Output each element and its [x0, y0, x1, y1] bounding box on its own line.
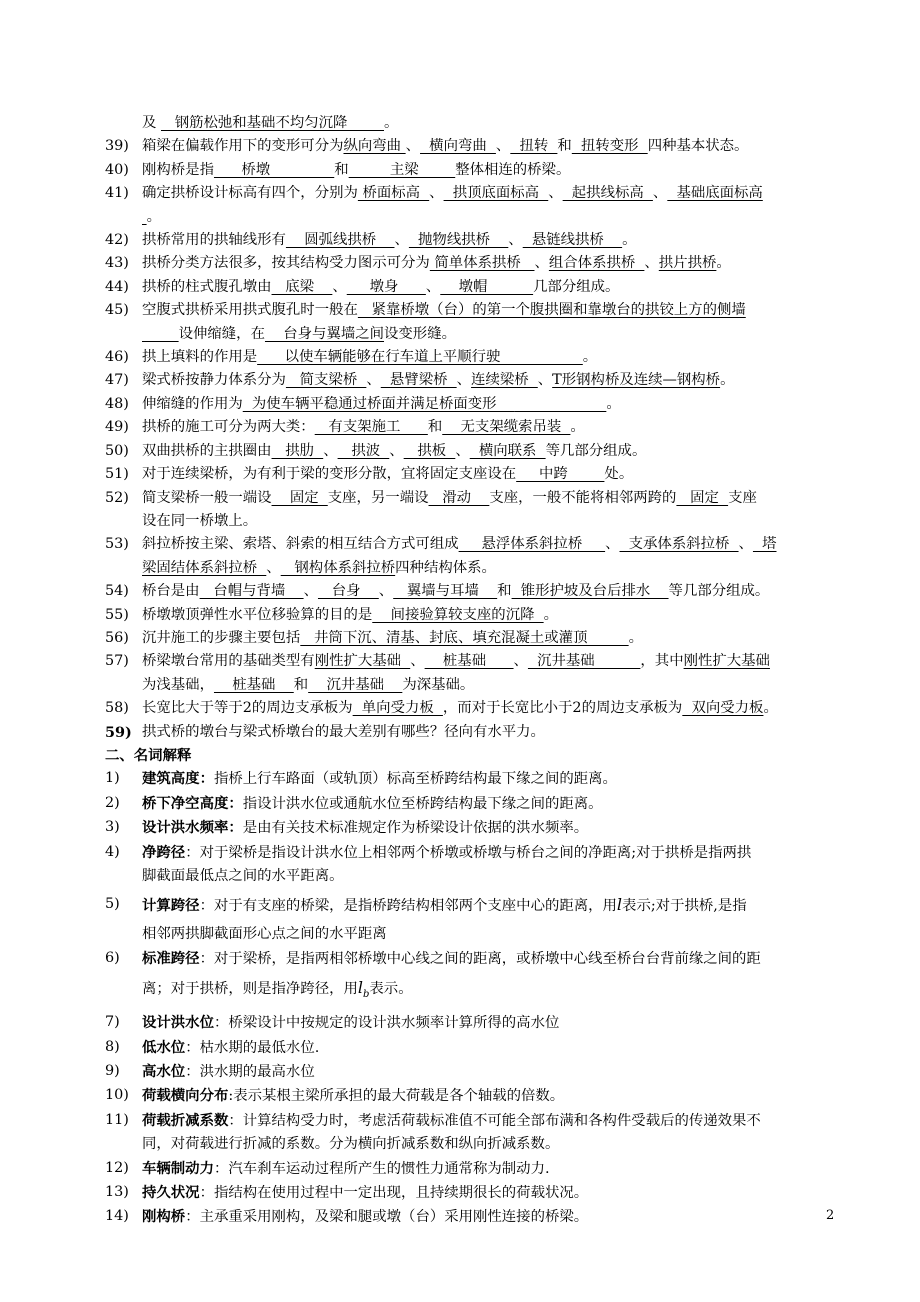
item-number: 47)	[105, 372, 129, 389]
fill-item-continuation	[105, 674, 845, 697]
answer-blank: 滑动	[428, 489, 490, 506]
definition-term: 桥下净空高度：	[142, 794, 243, 812]
question-text: 确定拱桥设计标高有四个，分别为	[142, 185, 358, 202]
definition-text: 指设计洪水位或通航水位至桥跨结构最下缘之间的距离。	[242, 795, 603, 812]
question-text: 。	[606, 395, 621, 412]
answer-blank: 台帽与背墙	[199, 583, 304, 600]
question-text: 等几部分组成。	[668, 583, 770, 600]
answer-blank: 井筒下沉、清基、封底、填充混凝土或灌顶	[300, 629, 629, 646]
definition-text: 同，对荷载进行折减的系数。分为横向折减系数和纵向折减系数。	[142, 1136, 560, 1153]
question-text: 、	[332, 278, 347, 295]
fill-item	[105, 159, 845, 182]
definition-term: 标准跨径	[142, 949, 200, 967]
item-number: 3)	[105, 819, 120, 836]
definition-text: 指桥上行车路面（或轨顶）标高至桥跨结构最下缘之间的距离。	[213, 771, 617, 788]
question-text: 、	[378, 583, 394, 600]
question-text: 梁式桥按静力体系分为	[142, 372, 286, 389]
fill-item	[105, 697, 845, 720]
fill-item-continuation	[105, 510, 845, 533]
answer-blank: 简单体系拱桥	[429, 255, 535, 272]
question-text: 设伸缩缝，在	[178, 325, 265, 342]
question-text: 。	[716, 255, 731, 272]
question-text: 。	[622, 232, 637, 249]
item-number: 4)	[105, 843, 120, 860]
question-text: 、	[456, 372, 472, 389]
item-number: 59)	[105, 723, 132, 741]
answer-blank: 拱顶底面标高	[443, 185, 549, 202]
fill-item	[105, 650, 845, 673]
question-text: 、	[495, 138, 511, 155]
question-text: 、	[605, 536, 620, 553]
answer-blank: 抛物线拱桥	[408, 232, 509, 249]
definition-term: 荷载折减系数	[142, 1111, 229, 1129]
question-text: 支座	[728, 489, 757, 506]
question-text: 空腹式拱桥采用拱式腹孔时一般在	[142, 302, 358, 319]
question-text: 几部分组成。	[533, 278, 620, 295]
item-number: 39)	[105, 138, 129, 155]
item-number: 9)	[105, 1062, 120, 1079]
item-number: 53)	[105, 536, 129, 553]
item-number: 58)	[105, 700, 129, 717]
question-text: 、	[323, 442, 338, 459]
question-text: 。	[763, 700, 778, 717]
question-text: 刚构桥是指	[142, 161, 214, 178]
answer-blank	[142, 326, 179, 342]
question-text: 为深基础。	[402, 676, 475, 693]
item-number: 7)	[105, 1014, 120, 1031]
answer-blank: 双向受力板	[682, 700, 764, 717]
definition-text: ：主承重采用刚构，及梁和腿或墩（台）采用刚性连接的桥梁。	[185, 1209, 589, 1226]
question-text: 、	[534, 255, 549, 272]
question-text: 、	[303, 583, 318, 600]
answer-blank: 台身与翼墙之间	[264, 325, 385, 342]
answer-blank: 固定	[676, 489, 729, 506]
question-text: 、	[644, 255, 659, 272]
definition-text: 离；对于拱桥，则是指净跨径，用	[142, 981, 358, 998]
item-number: 40)	[105, 161, 129, 178]
question-text: 、	[429, 185, 444, 202]
question-text: 拱桥常用的拱轴线形有	[142, 232, 286, 249]
answer-blank: 墩身	[346, 278, 426, 295]
definition-term: 设计洪水位	[142, 1014, 214, 1032]
answer-blank: 单向受力板	[352, 700, 443, 717]
question-text: 斜拉桥按主梁、索塔、斜索的相互结合方式可组成	[142, 536, 459, 553]
answer-blank: 沉井基础	[308, 676, 403, 693]
answer-blank: 横向联系	[469, 442, 546, 459]
definition-text: ：对于梁桥是指设计洪水位上相邻两个桥墩或桥墩与桥台之间的净距离;对于拱桥是指两拱	[185, 844, 752, 861]
item-number: 48)	[105, 395, 129, 412]
answer-blank: 扭转变形	[571, 138, 648, 155]
question-text: 、	[366, 372, 381, 389]
question-text: 四种基本状态。	[647, 138, 749, 155]
question-text: 桥墩墩顶弹性水平位移验算的目的是	[142, 606, 373, 623]
item-number: 57)	[105, 653, 129, 670]
answer-blank: 台身	[317, 583, 379, 600]
fill-item	[105, 580, 845, 603]
definition-term: 持久状况	[142, 1183, 200, 1201]
definition-continuation	[105, 865, 845, 888]
fill-item	[105, 276, 845, 299]
item-number: 6)	[105, 949, 120, 966]
answer-blank: 横向弯曲	[420, 138, 496, 155]
answer-blank: 基础底面标高	[667, 185, 763, 202]
item-number: 2)	[105, 794, 120, 811]
answer-blank: 主梁	[348, 161, 456, 178]
answer-blank: T形钢构桥及连续—钢构桥	[552, 372, 721, 389]
question-text: 、	[548, 185, 563, 202]
question-text: 为浅基础，	[142, 676, 214, 693]
answer-blank	[515, 396, 607, 412]
definition-item	[105, 1109, 845, 1133]
question-text: 、	[405, 138, 421, 155]
fill-item	[105, 604, 845, 627]
question-text: 、	[513, 653, 528, 670]
question-text: 、	[652, 185, 668, 202]
item-number: 1)	[105, 770, 120, 787]
definition-text: ：对于有支座的桥梁，是指桥跨结构相邻两个支座中心的距离，用	[199, 898, 617, 915]
definition-text: 是由有关技术标准规定作为桥梁设计依据的洪水频率。	[242, 820, 589, 837]
fill-item	[105, 346, 845, 369]
item-number: 56)	[105, 629, 129, 646]
intro-prefix: 及	[142, 115, 157, 131]
question-text: 长宽比大于等于2的周边支承板为	[142, 700, 353, 717]
definition-text: 相邻两拱脚截面形心点之间的水平距离	[142, 926, 387, 943]
question-text: 设在同一桥墩上。	[142, 512, 258, 529]
answer-blank: 圆弧线拱桥	[285, 232, 395, 249]
question-text: 对于连续梁桥，为有利于梁的变形分散，宜将固定支座设在	[142, 466, 517, 483]
definition-text: ：枯水期的最低水位.	[185, 1039, 320, 1056]
definition-text: ：计算结构受力时，考虑活荷载标准值不可能全部布满和各构件受载后的传递效果不	[228, 1112, 761, 1129]
item-number: 8)	[105, 1038, 120, 1055]
answer-blank: 起拱线标高	[562, 185, 653, 202]
definition-text: ：桥梁设计中按规定的设计洪水频率计算所得的高水位	[213, 1015, 560, 1032]
question-text: 和	[557, 138, 572, 155]
question-text: 简支梁桥一般一端设	[142, 489, 272, 506]
definition-text: 表示。	[369, 981, 413, 998]
item-number: 41)	[105, 185, 129, 202]
answer-blank: 为使车辆平稳通过桥面并满足桥面变形	[242, 395, 515, 412]
definition-term: 净跨径	[142, 843, 186, 861]
item-number: 45)	[105, 302, 129, 319]
answer-blank: 简支梁桥	[285, 372, 367, 389]
definition-continuation	[105, 1133, 845, 1156]
answer-blank: 塔	[752, 536, 777, 553]
fill-item-continuation	[105, 323, 845, 346]
fill-item	[105, 463, 845, 486]
question-text: 伸缩缝的作用为	[142, 395, 243, 412]
answer-blank: 组合体系拱桥	[548, 255, 645, 272]
question-text: 。	[582, 349, 598, 366]
fill-item	[105, 721, 845, 744]
answer-blank: 悬浮体系斜拉桥	[458, 536, 606, 553]
answer-blank: 沉井基础	[527, 653, 641, 670]
question-text: 和	[334, 161, 349, 178]
question-text: 拱式桥的墩台与梁式桥墩台的最大差别有哪些？径向有水平力。	[142, 723, 545, 740]
intro-line	[105, 112, 845, 135]
answer-blank: 悬臂梁桥	[380, 372, 457, 389]
fill-item	[105, 487, 845, 510]
fill-item-continuation	[105, 557, 845, 580]
question-text: 支座，一般不能将相邻两跨的	[489, 489, 677, 506]
definition-term: 车辆制动力	[142, 1159, 214, 1177]
question-text: 。	[543, 606, 559, 623]
answer-blank: 支承体系斜拉桥	[619, 536, 739, 553]
item-number: 12)	[105, 1159, 129, 1176]
question-text: 、	[508, 232, 523, 249]
answer-blank: 底梁	[271, 278, 333, 295]
definition-item	[105, 792, 845, 816]
definition-item	[105, 767, 845, 791]
answer-blank: 梁固结体系斜拉桥	[142, 559, 267, 576]
answer-blank: 翼墙与耳墙	[393, 583, 498, 600]
answer-blank: 桥面标高	[357, 185, 430, 202]
question-text: ，而对于长宽比小于2的周边支承板为	[442, 700, 683, 717]
definition-term: 高水位	[142, 1062, 186, 1080]
definition-text: ：对于梁桥，是指两相邻桥墩中心线之间的距离，或桥墩中心线至桥台台背前缘之间的距	[199, 950, 761, 967]
item-number: 44)	[105, 278, 129, 295]
item-number: 5)	[105, 896, 120, 913]
answer-blank: 刚性扩大基础	[314, 653, 411, 670]
math-symbol: l	[616, 895, 623, 915]
fill-in-list	[105, 135, 845, 744]
definition-term: 刚构桥	[142, 1208, 186, 1226]
definition-term: 设计洪水频率：	[142, 819, 243, 837]
answer-blank: 墩帽	[440, 278, 534, 295]
question-text: 和	[497, 583, 512, 600]
question-text: 沉井施工的步骤主要包括	[142, 629, 301, 646]
answer-blank: 有支架施工	[314, 419, 428, 436]
definition-text: 表示;对于拱桥,是指	[622, 898, 747, 915]
answer-blank: 紧靠桥墩（台）的第一个腹拱圈和靠墩台的拱铰上方的侧墙	[357, 302, 746, 319]
definition-term: 低水位	[142, 1038, 186, 1056]
fill-item	[105, 252, 845, 275]
item-number: 49)	[105, 419, 129, 436]
definition-item	[105, 1036, 845, 1060]
question-text: 四种结构体系。	[395, 559, 496, 576]
item-number: 42)	[105, 232, 129, 249]
answer-blank: 以使车辆能够在行车道上平顺行驶	[257, 349, 583, 366]
item-number: 51)	[105, 466, 129, 483]
item-number: 46)	[105, 349, 129, 366]
fill-item	[105, 182, 845, 205]
question-text: 。	[146, 208, 161, 225]
question-text: 处。	[604, 466, 634, 483]
item-number: 10)	[105, 1087, 129, 1104]
fill-item	[105, 416, 845, 439]
item-number: 14)	[105, 1208, 129, 1225]
question-text: 支座，另一端设	[327, 489, 429, 506]
answer-blank: 固定	[271, 489, 328, 506]
item-number: 54)	[105, 583, 129, 600]
definition-term: 计算跨径	[142, 897, 200, 915]
fill-item	[105, 533, 845, 556]
page-content	[105, 112, 845, 1230]
answer-blank: 拱波	[337, 442, 390, 459]
definition-item	[105, 1181, 845, 1205]
definition-term: 建筑高度：	[142, 770, 214, 788]
question-text: 、	[410, 653, 425, 670]
item-number: 52)	[105, 489, 129, 506]
question-text: 桥台是由	[142, 583, 200, 600]
definition-continuation	[105, 971, 845, 1011]
answer-blank: 桥墩	[213, 161, 335, 178]
definition-term: 荷载横向分布	[142, 1087, 229, 1105]
definition-item	[105, 1011, 845, 1035]
definition-item	[105, 1157, 845, 1181]
math-symbol: l	[357, 978, 363, 998]
answer-blank: 刚性扩大基础	[683, 653, 770, 670]
fill-item-continuation	[105, 206, 845, 229]
definition-item	[105, 1060, 845, 1084]
question-text: 拱桥的施工可分为两大类：	[142, 419, 315, 436]
definition-list	[105, 767, 845, 1229]
item-number: 43)	[105, 255, 129, 272]
question-text: 拱桥分类方法很多，按其结构受力图示可分为	[142, 255, 430, 272]
question-text: 。	[628, 629, 644, 646]
question-text: 和	[293, 676, 309, 693]
definition-item	[105, 816, 845, 840]
question-text: 设变形缝。	[384, 325, 456, 342]
item-number: 11)	[105, 1111, 129, 1128]
fill-item	[105, 135, 845, 158]
answer-blank: 间接验算较支座的沉降	[372, 606, 544, 623]
question-text: 桥梁墩台常用的基础类型有	[142, 653, 315, 670]
answer-blank: 悬链线拱桥	[522, 232, 623, 249]
answer-blank: 拱片拱桥	[658, 255, 717, 272]
question-text: 。	[570, 419, 585, 436]
question-text: 、	[266, 559, 281, 576]
fill-item	[105, 440, 845, 463]
answer-blank: 钢构体系斜拉桥	[280, 559, 396, 576]
definition-text: ：洪水期的最高水位	[185, 1063, 315, 1080]
question-text: 双曲拱桥的主拱圈由	[142, 442, 272, 459]
question-text: 、	[389, 442, 404, 459]
answer-blank: 锥形护坡及台后排水	[511, 583, 669, 600]
answer-blank: 中跨	[516, 466, 605, 483]
intro-blank: 钢筋松弛和基础不均匀沉降	[160, 115, 384, 131]
definition-item	[105, 1084, 845, 1108]
intro-suffix: 。	[384, 115, 399, 131]
fill-item	[105, 369, 845, 392]
question-text: 、	[394, 232, 409, 249]
definition-item	[105, 947, 845, 971]
item-number: 50)	[105, 442, 129, 459]
question-text: 整体相连的桥梁。	[455, 161, 571, 178]
answer-blank: 桩基础	[213, 676, 294, 693]
definition-text: ：汽车刹车运动过程所产生的惯性力通常称为制动力.	[213, 1160, 550, 1177]
question-text: 、	[425, 278, 441, 295]
definition-item	[105, 888, 845, 923]
definition-text: :表示某根主梁所承担的最大荷载是各个轴载的倍数。	[228, 1088, 565, 1105]
question-text: 拱上填料的作用是	[142, 349, 258, 366]
answer-blank: 连续梁桥	[471, 372, 538, 389]
fill-item	[105, 229, 845, 252]
question-text: 、	[455, 442, 470, 459]
question-text: 拱桥的柱式腹孔墩由	[142, 278, 272, 295]
fill-item	[105, 627, 845, 650]
definition-text: 脚截面最低点之间的水平距离。	[142, 868, 344, 884]
question-text: 箱梁在偏载作用下的变形可分为	[142, 138, 344, 155]
item-number: 13)	[105, 1183, 129, 1200]
definition-item	[105, 1205, 845, 1229]
fill-item	[105, 299, 845, 322]
definition-text: ：指结构在使用过程中一定出现，且持续期很长的荷载状况。	[199, 1184, 589, 1201]
question-text: 和	[427, 419, 443, 436]
item-number: 55)	[105, 606, 129, 623]
math-subscript: b	[363, 989, 370, 1001]
answer-blank: 拱板	[403, 442, 456, 459]
definition-continuation	[105, 923, 845, 946]
question-text: 、	[738, 536, 753, 553]
answer-blank: 扭转	[510, 138, 558, 155]
page-number: 2	[826, 1208, 835, 1223]
definition-item	[105, 841, 845, 865]
section-title: 二、名词解释	[105, 746, 192, 764]
answer-blank: 桩基础	[424, 653, 514, 670]
fill-item	[105, 393, 845, 416]
answer-blank: 纵向弯曲	[343, 138, 406, 155]
question-text: 、	[537, 372, 553, 389]
question-text: 等几部分组成。	[545, 442, 647, 459]
answer-blank: 拱肋	[271, 442, 324, 459]
question-text: ，其中	[640, 653, 684, 670]
question-text: 。	[720, 372, 735, 389]
answer-blank: 无支架缆索吊装	[442, 419, 571, 436]
